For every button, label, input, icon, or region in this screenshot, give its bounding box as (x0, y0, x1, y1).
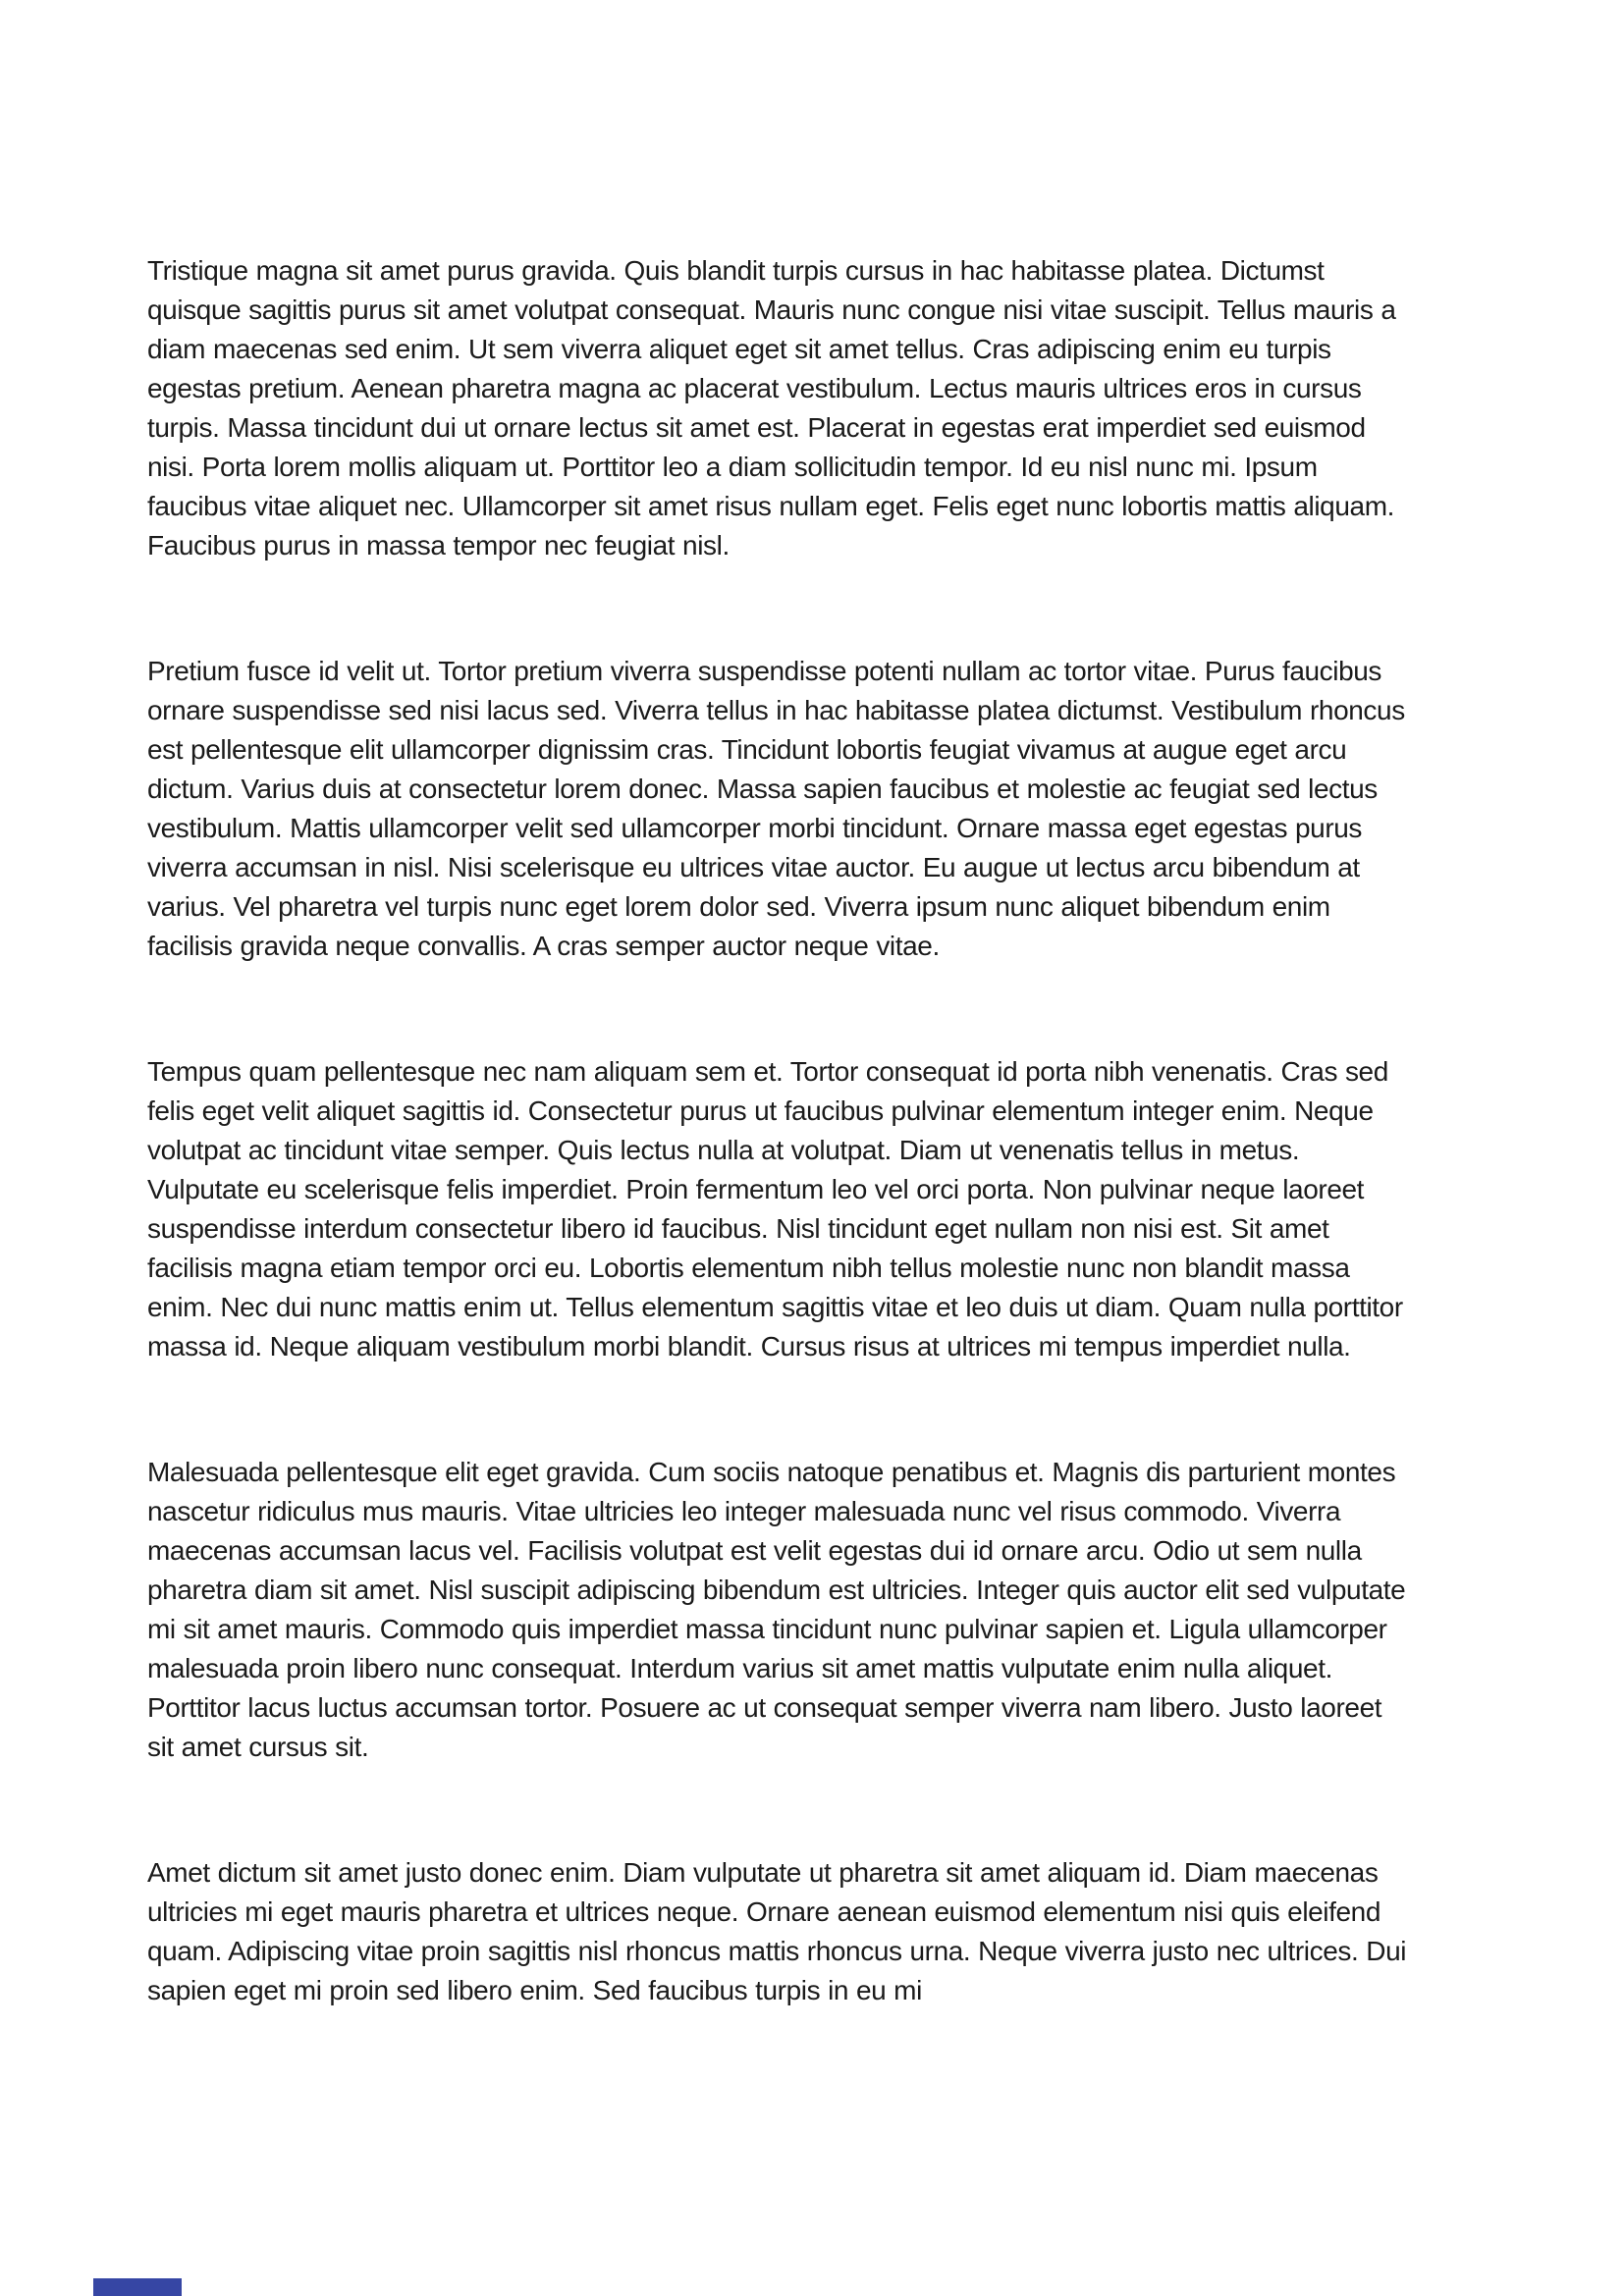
partial-blue-element (93, 2278, 182, 2296)
paragraph: Malesuada pellentesque elit eget gravida. Cum sociis natoque penatibus et. Magnis dis parturient montes nascetur ridiculus mus mauris. Vitae ultricies leo integer malesuada nunc vel risus commodo. Viverra maecenas accumsan lacus vel. Facilisis volutpat est velit egestas dui id ornare arcu. Odio ut sem nulla pharetra diam sit amet. Nisl suscipit adipiscing bibendum est ultricies. Integer quis auctor elit sed vulputate mi sit amet mauris. Commodo quis imperdiet massa tincidunt nunc pulvinar sapien et. Ligula ullamcorper malesuada proin libero nunc consequat. Interdum varius sit amet mattis vulputate enim nulla aliquet. Porttitor lacus luctus accumsan tortor. Posuere ac ut consequat semper viverra nam libero. Justo laoreet sit amet cursus sit. (147, 1457, 1406, 1762)
paragraph: Amet dictum sit amet justo donec enim. Diam vulputate ut pharetra sit amet aliquam id. Diam maecenas ultricies mi eget mauris pharetra et ultrices neque. Ornare aenean euismod elementum nisi quis eleifend quam. Adipiscing vitae proin sagittis nisl rhoncus mattis rhoncus urna. Neque viverra justo nec ultrices. Dui sapien eget mi proin sed libero enim. Sed faucibus turpis in eu mi (147, 1857, 1407, 2005)
paragraph: Tempus quam pellentesque nec nam aliquam sem et. Tortor consequat id porta nibh venenatis. Cras sed felis eget velit aliquet sagittis id. Consectetur purus ut faucibus pulvinar elementum integer enim. Neque volutpat ac tincidunt vitae semper. Quis lectus nulla at volutpat. Diam ut venenatis tellus in metus. Vulputate eu scelerisque felis imperdiet. Proin fermentum leo vel orci porta. Non pulvinar neque laoreet suspendisse interdum consectetur libero id faucibus. Nisl tincidunt eget nullam non nisi est. Sit amet facilisis magna etiam tempor orci eu. Lobortis elementum nibh tellus molestie nunc non blandit massa enim. Nec dui nunc mattis enim ut. Tellus elementum sagittis vitae et leo duis ut diam. Quam nulla porttitor massa id. Neque aliquam vestibulum morbi blandit. Cursus risus at ultrices mi tempus imperdiet nulla. (147, 1056, 1403, 1362)
paragraph: Tristique magna sit amet purus gravida. Quis blandit turpis cursus in hac habitasse platea. Dictumst quisque sagittis purus sit amet volutpat consequat. Mauris nunc congue nisi vitae suscipit. Tellus mauris a diam maecenas sed enim. Ut sem viverra aliquet eget sit amet tellus. Cras adipiscing enim eu turpis egestas pretium. Aenean pharetra magna ac placerat vestibulum. Lectus mauris ultrices eros in cursus turpis. Massa tincidunt dui ut ornare lectus sit amet est. Placerat in egestas erat imperdiet sed euismod nisi. Porta lorem mollis aliquam ut. Porttitor leo a diam sollicitudin tempor. Id eu nisl nunc mi. Ipsum faucibus vitae aliquet nec. Ullamcorper sit amet risus nullam eget. Felis eget nunc lobortis mattis aliquam. Faucibus purus in massa tempor nec feugiat nisl. (147, 255, 1396, 561)
paragraph: Pretium fusce id velit ut. Tortor pretium viverra suspendisse potenti nullam ac tortor vitae. Purus faucibus ornare suspendisse sed nisi lacus sed. Viverra tellus in hac habitasse platea dictumst. Vestibulum rhoncus est pellentesque elit ullamcorper dignissim cras. Tincidunt lobortis feugiat vivamus at augue eget arcu dictum. Varius duis at consectetur lorem donec. Massa sapien faucibus et molestie ac feugiat sed lectus vestibulum. Mattis ullamcorper velit sed ullamcorper morbi tincidunt. Ornare massa eget egestas purus viverra accumsan in nisl. Nisi scelerisque eu ultrices vitae auctor. Eu augue ut lectus arcu bibendum at varius. Vel pharetra vel turpis nunc eget lorem dolor sed. Viverra ipsum nunc aliquet bibendum enim facilisis gravida neque convallis. A cras semper auctor neque vitae. (147, 656, 1405, 961)
text-block (147, 251, 1412, 2097)
